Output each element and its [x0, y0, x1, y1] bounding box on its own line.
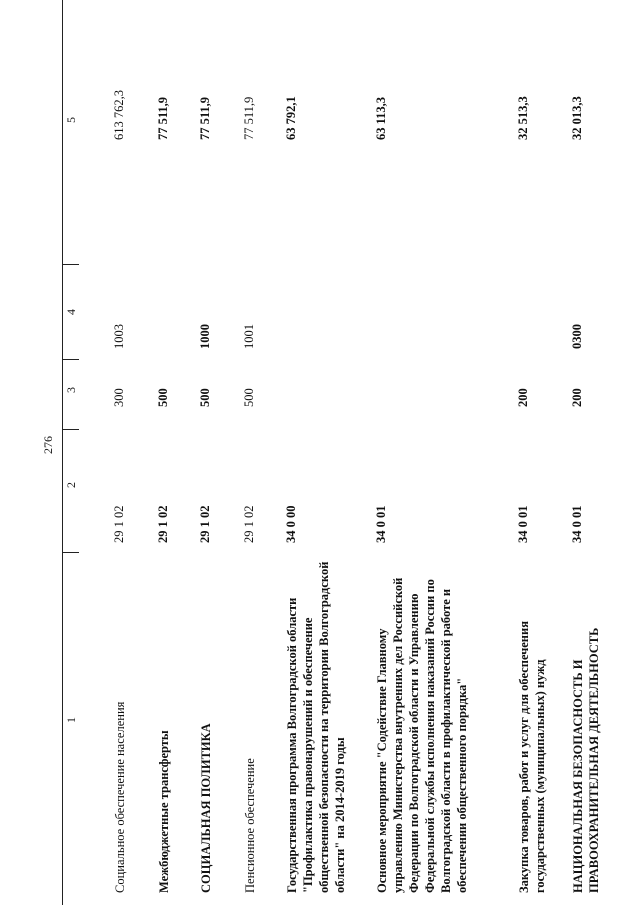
column-divider-2 [62, 429, 79, 430]
row-vr: 200 [570, 388, 584, 407]
row-sum: 613 762,3 [112, 90, 126, 140]
row-code: 34 0 00 [284, 505, 298, 543]
row-rz: 1000 [198, 324, 212, 349]
page-number: 276 [41, 436, 55, 454]
row-sum: 77 511,9 [156, 96, 170, 140]
row-name: Государственная программа Волгоградской области "Профилактика правонарушений и обеспечение общественной безопасности на территории Волгоградской области" на 2014-2019 годы [285, 561, 347, 893]
header-col-1: 1 [64, 717, 78, 723]
row-name: СОЦИАЛЬНАЯ ПОЛИТИКА [199, 723, 213, 893]
row-code: 29 1 02 [198, 505, 212, 543]
row-vr: 200 [516, 388, 530, 407]
header-col-4: 4 [64, 309, 78, 315]
row-sum: 63 113,3 [374, 96, 388, 140]
row-vr: 500 [156, 388, 170, 407]
row-sum: 63 792,1 [284, 96, 298, 140]
header-col-2: 2 [64, 482, 78, 488]
row-code: 29 1 02 [112, 505, 126, 543]
column-divider-4 [62, 264, 79, 265]
row-rz: 1001 [242, 324, 256, 349]
row-rz: 0300 [570, 324, 584, 349]
row-code: 34 0 01 [570, 505, 584, 543]
row-code: 29 1 02 [156, 505, 170, 543]
row-vr: 500 [242, 388, 256, 407]
row-code: 34 0 01 [374, 505, 388, 543]
row-name: Межбюджетные трансферты [157, 730, 171, 893]
table-top-border [62, 0, 63, 905]
row-sum: 32 513,3 [516, 96, 530, 140]
row-code: 29 1 02 [242, 505, 256, 543]
header-col-3: 3 [64, 387, 78, 393]
row-sum: 77 511,9 [198, 96, 212, 140]
row-name: НАЦИОНАЛЬНАЯ БЕЗОПАСНОСТЬ И ПРАВООХРАНИТЕЛЬНАЯ ДЕЯТЕЛЬНОСТЬ [571, 627, 601, 893]
row-vr: 300 [112, 388, 126, 407]
row-code: 34 0 01 [516, 505, 530, 543]
row-name: Пенсионное обеспечение [243, 758, 257, 893]
header-col-5: 5 [64, 117, 78, 123]
row-sum: 32 013,3 [570, 96, 584, 140]
column-divider-3 [62, 359, 79, 360]
row-rz: 1003 [112, 324, 126, 349]
row-name: Социальное обеспечение населения [113, 701, 127, 893]
row-vr: 500 [198, 388, 212, 407]
row-name: Основное мероприятие "Содействие Главному управлению Министерства внутренних дел Российской Федерации по Волгоградской области и Управлению Федеральной службы исполнения наказаний России по Волгоградской области в профилактической работе и обеспечении общественного порядка" [375, 577, 469, 893]
row-name: Закупка товаров, работ и услуг для обеспечения государственных (муниципальных) нужд [517, 621, 547, 893]
column-divider-1 [62, 552, 79, 553]
row-sum: 77 511,9 [242, 96, 256, 140]
